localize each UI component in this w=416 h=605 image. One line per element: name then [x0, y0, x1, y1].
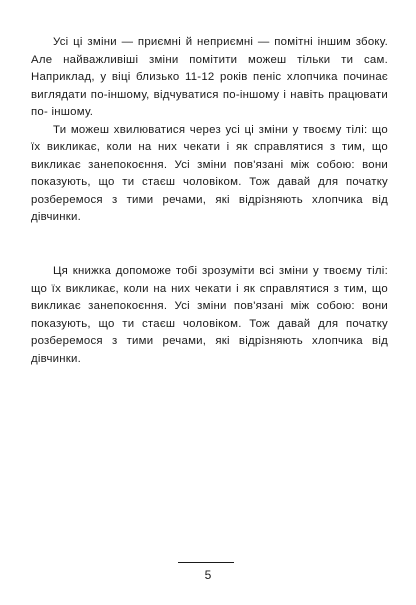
paragraph-2: Ти можеш хвилюватися через усі ці зміни у твоєму тілі: що їх викликає, коли на них чекати і як справлятися з тим, що викликає занепокоєння. Усі зміни пов'язані між собою: вони показують, що ти стаєш чоловіком. Тож давай для початку розберемося з тими речами, які відрізняють хлопчика від дівчинки. — [31, 123, 388, 223]
paragraph-1: Усі ці зміни — приємні й неприємні — помітні іншим збоку. Але найважливіші зміни помітити можеш тільки ти сам. Наприклад, у віці близько 11-12 років пеніс хлопчика починає виглядати по-іншому, відчуватися по-іншому і навіть працювати по- іншому. — [31, 36, 388, 118]
footer-divider — [178, 562, 234, 563]
body-text-top — [31, 34, 388, 227]
paragraph-3: Ця книжка допоможе тобі зрозуміти всі зміни у твоєму тілі: що їх викликає, коли на них чекати і як справлятися з тим, що викликає занепокоєння. Усі зміни пов'язані між собою: вони показують, що ти стаєш чоловіком. Тож давай для початку розберемося з тими речами, які відрізняють хлопчика від дівчинки. — [31, 265, 388, 365]
body-text-bottom — [31, 263, 388, 368]
page-number: 5 — [204, 568, 212, 582]
